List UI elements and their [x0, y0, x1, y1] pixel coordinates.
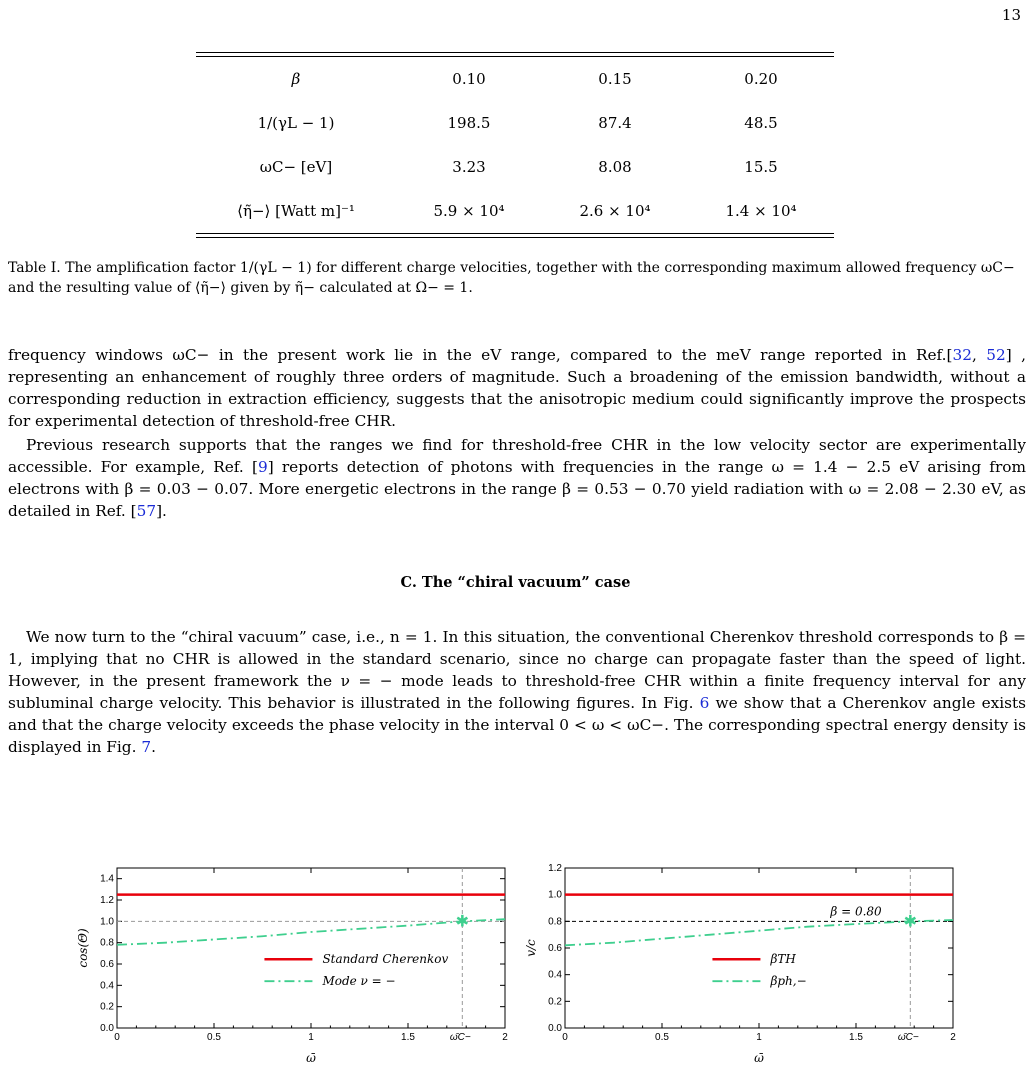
text: we show that a Cherenkov angle exists and that the charge velocity exceeds the phase velocity in the interval 0 < ω < ωC−. The corresponding spectral energy density is displayed in Fig. — [8, 694, 1026, 756]
text: Previous research supports that the ranges we find for threshold-free CHR in the low velocity sector are experimentally accessible. For example, Ref. [ — [8, 436, 1026, 476]
x-tick-label: 1.5 — [849, 1032, 863, 1043]
paragraph-2 — [8, 434, 1026, 522]
y-tick-label: 0.6 — [100, 959, 114, 970]
legend-label: Mode ν = − — [322, 974, 396, 989]
page-number: 13 — [1001, 6, 1021, 24]
x-tick-label: 1 — [308, 1032, 314, 1043]
x-tick-label: 2 — [950, 1032, 956, 1043]
citation-link[interactable]: 32 — [952, 346, 972, 364]
star-marker: ✱ — [903, 911, 918, 931]
figure-link[interactable]: 7 — [141, 738, 152, 756]
legend-label: βTH — [770, 952, 796, 967]
mode-curve — [565, 920, 953, 945]
omega-c-tick-label: ω̄C− — [897, 1032, 919, 1043]
x-axis-label: ω̄ — [754, 1051, 764, 1065]
legend-label: Standard Cherenkov — [322, 952, 449, 967]
table-cell: 198.5 — [447, 114, 491, 132]
star-marker: ✱ — [455, 911, 470, 931]
figure-cos-theta — [60, 862, 520, 1072]
text: ]. — [156, 502, 167, 520]
x-tick-label: 0 — [562, 1032, 568, 1043]
table-cell: 8.08 — [598, 158, 632, 176]
y-tick-label: 0.0 — [548, 1023, 562, 1034]
table-row — [196, 189, 834, 233]
x-tick-label: 2 — [502, 1032, 508, 1043]
table-cell: 1.4 × 10⁴ — [725, 202, 797, 220]
table-cell: 3.23 — [452, 158, 486, 176]
figure-link[interactable]: 6 — [699, 694, 710, 712]
y-tick-label: 1.2 — [100, 895, 114, 906]
plot-frame — [565, 868, 953, 1028]
table-cell: 0.20 — [744, 70, 778, 88]
table-row — [196, 145, 834, 189]
x-tick-label: 1 — [756, 1032, 762, 1043]
data-table — [196, 52, 834, 238]
table-cell: β — [291, 70, 301, 88]
omega-c-tick-label: ω̄C− — [449, 1032, 471, 1043]
table-cell: 1/(γL − 1) — [257, 114, 335, 132]
legend-label: βph,− — [770, 974, 807, 989]
table-header-row — [196, 57, 834, 101]
plot-frame — [117, 868, 505, 1028]
text: . — [151, 738, 156, 756]
paragraph-1 — [8, 344, 1026, 432]
y-tick-label: 0.0 — [100, 1023, 114, 1034]
y-tick-label: 1.0 — [548, 889, 562, 901]
y-tick-label: 1.2 — [548, 863, 562, 874]
table-cell: ⟨η̃−⟩ [Watt m]⁻¹ — [237, 202, 355, 220]
text: , — [971, 346, 987, 364]
y-axis-label: cos(Θ) — [76, 928, 90, 968]
table-cell: ωC− [eV] — [259, 158, 333, 176]
y-tick-label: 0.4 — [548, 969, 562, 981]
x-axis-label: ω̄ — [306, 1051, 316, 1065]
table-cell: 15.5 — [744, 158, 778, 176]
paragraph-3 — [8, 626, 1026, 758]
text: frequency windows ωC− in the present work lie in the eV range, compared to the meV range reported in Ref.[ — [8, 346, 953, 364]
y-tick-label: 0.4 — [100, 980, 114, 992]
citation-link[interactable]: 52 — [986, 346, 1006, 364]
table-cell: 87.4 — [598, 114, 632, 132]
x-tick-label: 0.5 — [207, 1032, 221, 1043]
y-tick-label: 0.2 — [100, 1001, 114, 1013]
y-tick-label: 1.4 — [100, 873, 114, 885]
section-heading: C. The “chiral vacuum” case — [400, 574, 631, 591]
x-tick-label: 1.5 — [401, 1032, 415, 1043]
y-tick-label: 0.6 — [548, 943, 562, 954]
y-axis-label: v/c — [524, 939, 538, 957]
y-tick-label: 1.0 — [100, 916, 114, 928]
table-cell: 5.9 × 10⁴ — [433, 202, 505, 220]
figure-velocity — [510, 862, 980, 1072]
table-cell: 2.6 × 10⁴ — [579, 202, 651, 220]
table-cell: 0.10 — [452, 70, 486, 88]
reference-label: β = 0.80 — [830, 904, 882, 919]
y-tick-label: 0.2 — [548, 996, 562, 1008]
table-cell: 0.15 — [598, 70, 632, 88]
table-row — [196, 101, 834, 145]
x-tick-label: 0 — [114, 1032, 120, 1043]
citation-link[interactable]: 9 — [257, 458, 268, 476]
text: ] reports detection of photons with frequencies in the range ω = 1.4 − 2.5 eV arising from electrons with β = 0.03 − 0.07. More energetic electrons in the range β = 0.53 − 0.70 yield radiation with ω = 2.08 − 2.30 eV, as detailed in Ref. [ — [8, 458, 1026, 520]
table-bottom-rule — [196, 233, 834, 238]
citation-link[interactable]: 57 — [136, 502, 157, 520]
y-tick-label: 0.8 — [100, 937, 114, 949]
table-caption: Table I. The amplification factor 1/(γL − 1) for different charge velocities, together with the corresponding maximum allowed frequency ωC− and the resulting value of ⟨η̃−⟩ given by η̃− calculated at Ω− = 1. — [8, 260, 1015, 296]
text: ] , representing an enhancement of roughly three orders of magnitude. Such a broadening of the emission bandwidth, without a corresponding reduction in extraction efficiency, suggests that the anisotropic medium could significantly improve the prospects for experimental detection of threshold-free CHR. — [8, 346, 1026, 430]
x-tick-label: 0.5 — [655, 1032, 669, 1043]
table-cell: 48.5 — [744, 114, 778, 132]
text: We now turn to the “chiral vacuum” case, i.e., n = 1. In this situation, the conventional Cherenkov threshold corresponds to β = 1, implying that no CHR is allowed in the standard scenario, since no charge can propagate faster than the speed of light. However, in the present framework the ν = − mode leads to threshold-free CHR within a finite frequency interval for any subluminal charge velocity. This behavior is illustrated in the following figures. In Fig. — [8, 628, 1026, 712]
y-tick-label: 0.8 — [548, 916, 562, 928]
mode-curve — [117, 919, 505, 945]
